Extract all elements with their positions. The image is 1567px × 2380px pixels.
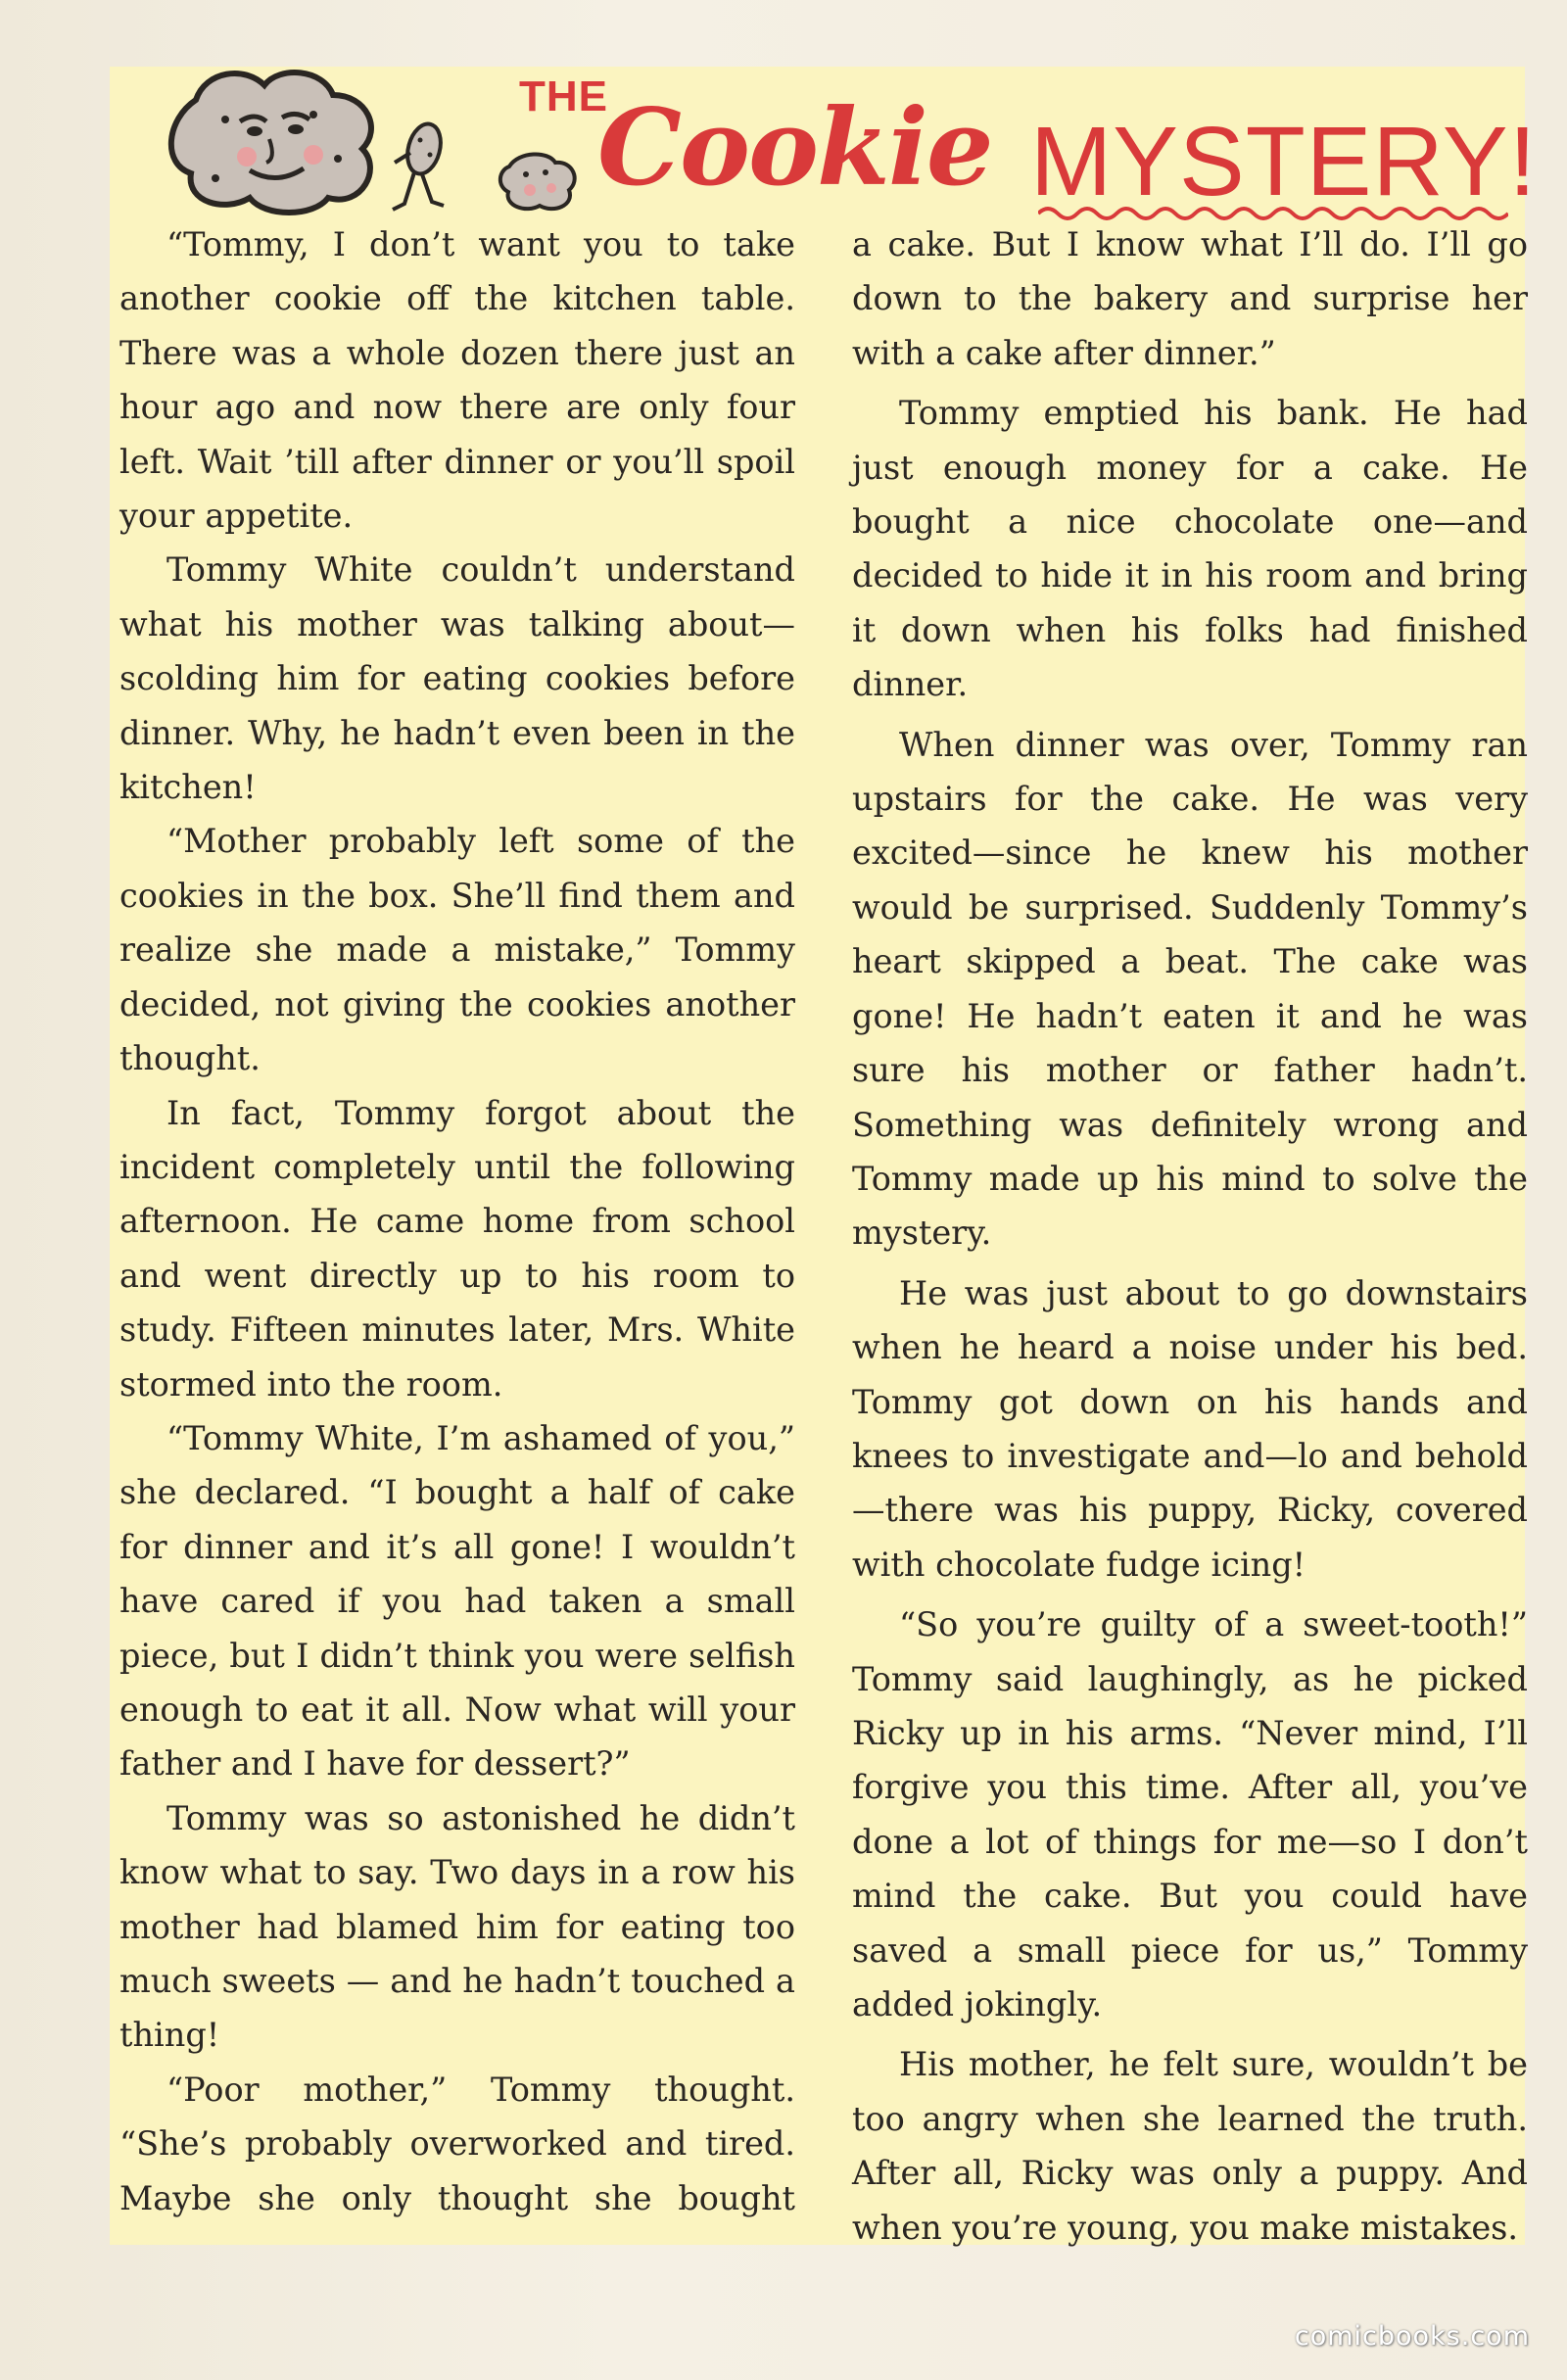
story-paragraph: Tommy was so astonished he didn’t know what to say. Two days in a row his mother had blamed him for eating too much sweets — and he hadn’t touched a thing! — [119, 1798, 795, 2055]
title-mystery: MYSTERY! — [1030, 107, 1538, 216]
running-cookie-icon — [387, 116, 455, 223]
title-the: THE — [519, 72, 608, 120]
story-column-left — [119, 217, 795, 2225]
watermark: comicbooks.com — [1294, 2321, 1530, 2352]
story-paragraph: He was just about to go downstairs when he heard a noise under his bed. Tommy got down on his hands and knees to investigate and—lo and behold —there was his puppy, Ricky, covered with chocolate fudge icing! — [852, 1273, 1528, 1584]
story-paragraph: When dinner was over, Tommy ran upstairs for the cake. He was very excited—since he knew his mother would be surprised. Suddenly Tommy’s heart skipped a beat. The cake was gone! He hadn’t eaten it and he was sure his mother or father hadn’t. Something was definitely wrong and Tommy made up his mind to solve the mystery. — [852, 725, 1528, 1253]
story-paragraph: In fact, Tommy forgot about the incident completely until the following afternoon. He came home from school and went directly up to his room to study. Fifteen minutes later, Mrs. White stormed into the room. — [119, 1093, 795, 1404]
story-paragraph: “So you’re guilty of a sweet-tooth!” Tommy said laughingly, as he picked Ricky up in his arms. “Never mind, I’ll forgive you this time. After all, you’ve done a lot of things for me—so I don’t mind the cake. But you could have saved a small piece for us,” Tommy added jokingly. — [852, 1605, 1528, 2023]
story-paragraph: “Poor mother,” Tommy thought. “She’s probably overworked and tired. Maybe she only thought she bought — [119, 2070, 795, 2217]
story-paragraph: His mother, he felt sure, wouldn’t be too angry when she learned the truth. After all, Ricky was only a puppy. And when you’re young, you make mistakes. — [852, 2045, 1528, 2247]
story-paragraph: Tommy White couldn’t understand what his mother was talking about—scolding him for eating cookies before dinner. Why, he hadn’t even been in the kitchen! — [119, 550, 795, 807]
story-paragraph: “Tommy, I don’t want you to take another cookie off the kitchen table. There was a whole dozen there just an hour ago and now there are only four left. Wait ’till after dinner or you’ll spoil your appetite. — [119, 225, 795, 536]
small-cookie-icon — [495, 147, 583, 215]
story-paragraph: “Mother probably left some of the cookies in the box. She’ll find them and realize she made a mistake,” Tommy decided, not giving the cookies another thought. — [119, 822, 795, 1078]
story-column-right — [852, 217, 1528, 2255]
story-paragraph: a cake. But I know what I’ll do. I’ll go down to the bakery and surprise her with a cake after dinner.” — [852, 225, 1528, 372]
title-cookie: Cookie — [597, 86, 992, 210]
smiling-cookie-icon — [157, 61, 392, 217]
story-paragraph: Tommy emptied his bank. He had just enough money for a cake. He bought a nice chocolate one—and decided to hide it in his room and bring it down when his folks had finished dinner. — [852, 394, 1528, 704]
story-paragraph: “Tommy White, I’m ashamed of you,” she declared. “I bought a half of cake for dinner and it’s all gone! I wouldn’t have cared if you had taken a small piece, but I didn’t think you were selfish enough to eat it all. Now what will your father and I have for dessert?” — [119, 1418, 795, 1784]
